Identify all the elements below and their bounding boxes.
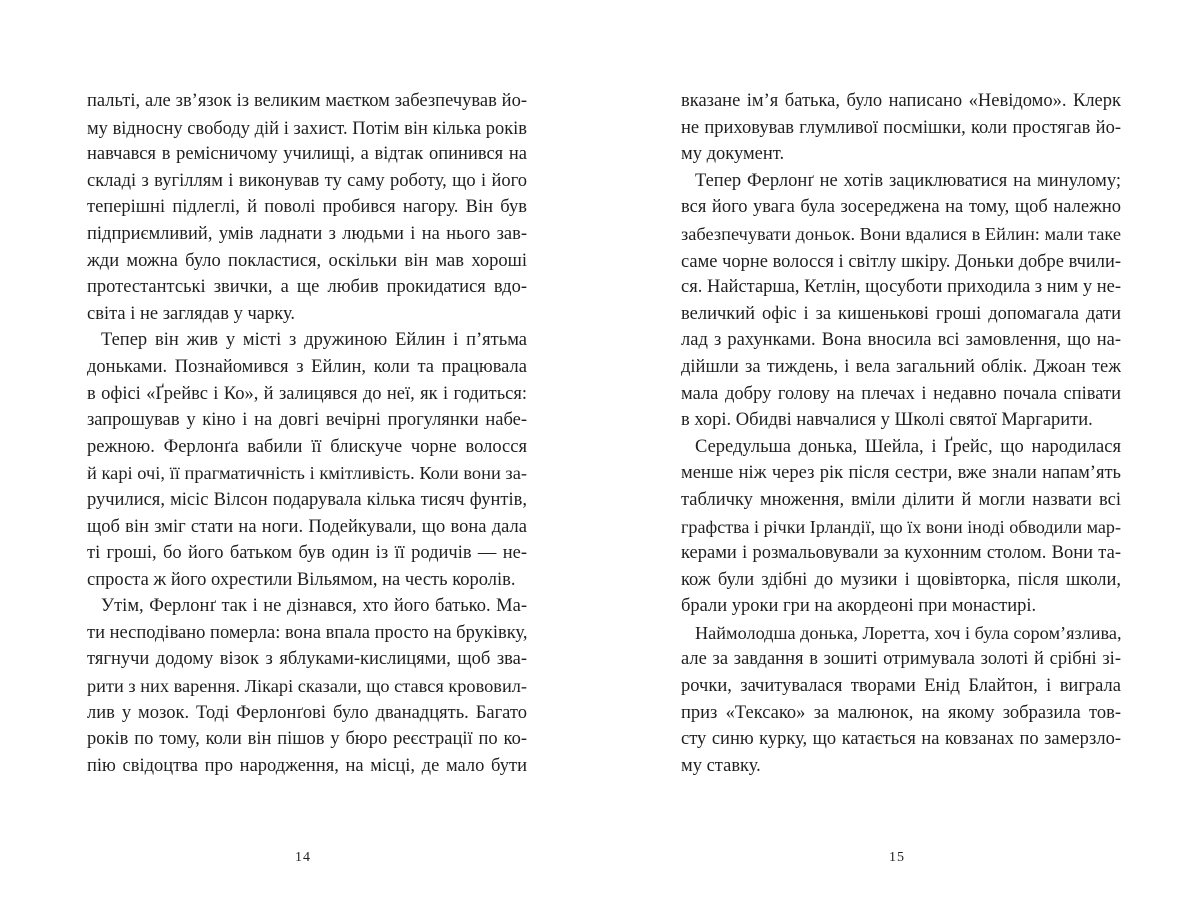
text-line: брали уроки гри на акордеоні при монастирі. bbox=[681, 596, 1037, 617]
text-line: Тепер Ферлонґ не хотів зациклюватися на минулому; bbox=[695, 170, 1121, 191]
text-line: рочки, зачитувалася творами Енід Блайтон, і виграла bbox=[681, 676, 1121, 697]
text-line: років по тому, коли він пішов у бюро реєстрації по ко- bbox=[87, 729, 527, 750]
text-line: ся. Найстарша, Кетлін, щосуботи приходила з ним у не- bbox=[681, 277, 1121, 298]
text-line: не приховував глумливої посмішки, коли простягав йо- bbox=[681, 117, 1121, 138]
text-line: величкий офіс і за кишенькові гроші допомагала дати bbox=[681, 303, 1121, 324]
text-line: підприємливий, умів ладнати з людьми і на нього зав- bbox=[87, 223, 527, 244]
text-line: саме чорне волосся і світлу шкіру. Доньки добре вчили- bbox=[681, 250, 1121, 271]
page-number: 15 bbox=[889, 850, 905, 865]
text-line: Наймолодша донька, Лоретта, хоч і була сором’язлива, bbox=[695, 622, 1122, 643]
text-line: тягнучи додому візок з яблуками-кислицями, щоб зва- bbox=[87, 649, 527, 670]
text-line: лив у мозок. Тоді Ферлонґові було дванадцять. Багато bbox=[87, 702, 527, 723]
text-line: жди можна було покластися, оскільки він мав хороші bbox=[87, 250, 527, 271]
text-line: ти несподівано померла: вона впала просто на бруківку, bbox=[87, 622, 528, 643]
text-line: спроста ж його охрестили Вільямом, на честь королів. bbox=[87, 569, 516, 590]
text-line: світа і не заглядав у чарку. bbox=[87, 303, 296, 324]
text-line: режною. Ферлонґа вабили її блискуче чорне волосся bbox=[87, 436, 527, 457]
text-line: в хорі. Обидві навчалися у Школі святої Маргарити. bbox=[681, 410, 1093, 431]
text-line: графства і річки Ірландії, що їх вони іноді обводили мар- bbox=[681, 516, 1121, 537]
text-line: рити з них варення. Лікарі сказали, що стався крововил- bbox=[87, 676, 527, 697]
text-line: вказане ім’я батька, було написано «Невідомо». Клерк bbox=[681, 91, 1121, 111]
text-line: Утім, Ферлонґ так і не дізнався, хто його батько. Ма- bbox=[101, 596, 527, 617]
text-line: му відносну свободу дій і захист. Потім він кілька років bbox=[87, 117, 527, 138]
text-line: теперішні підлеглі, й поволі пробився нагору. Він був bbox=[87, 197, 527, 218]
text-line: кож були здібні до музики і щовівторка, після школи, bbox=[681, 569, 1121, 590]
text-line: пальті, але зв’язок із великим маєтком забезпечував йо- bbox=[87, 91, 527, 111]
text-line: складі з вугіллям і виконував ту саму роботу, що і його bbox=[87, 170, 527, 191]
text-line: ручилися, місіс Вілсон подарувала кілька тисяч фунтів, bbox=[87, 489, 527, 510]
text-line: дійшли за тиждень, і вела загальний облік. Джоан теж bbox=[681, 356, 1121, 377]
text-line: й карі очі, її прагматичність і кмітливість. Коли вони за- bbox=[87, 463, 527, 484]
text-line: сту синю курку, що катається на ковзанах по замерзло- bbox=[681, 729, 1121, 750]
text-line: мала добру голову на плечах і недавно почала співати bbox=[681, 383, 1121, 404]
text-line: але за завдання в зошиті отримувала золоті й срібні зі- bbox=[681, 649, 1121, 670]
text-line: навчався в ремісничому училищі, а відтак опинився на bbox=[87, 144, 527, 165]
text-line: Тепер він жив у місті з дружиною Ейлин і п’ятьма bbox=[101, 330, 527, 351]
text-line: в офісі «Ґрейвс і Ко», й залицявся до неї, як і годиться: bbox=[87, 383, 527, 404]
text-line: менше ніж через рік після сестри, вже знали напам’ять bbox=[681, 463, 1121, 484]
text-line: табличку множення, вміли ділити й могли назвати всі bbox=[681, 489, 1121, 510]
text-line: лад з рахунками. Вона вносила всі замовлення, що на- bbox=[681, 330, 1121, 351]
page-number: 14 bbox=[295, 850, 311, 865]
text-line: керами і розмальовували за кухонним столом. Вони та- bbox=[681, 543, 1121, 564]
text-line: Середульша донька, Шейла, і Ґрейс, що народилася bbox=[695, 436, 1121, 457]
right-page-text bbox=[681, 88, 1121, 779]
text-line: му ставку. bbox=[681, 755, 761, 776]
left-page-text bbox=[87, 88, 527, 779]
text-line: забезпечувати доньок. Вони вдалися в Ейлин: мали таке bbox=[681, 223, 1121, 244]
text-line: пію свідоцтва про народження, на місці, де мало бути bbox=[87, 755, 527, 776]
text-line: вся його увага була зосереджена на тому, щоб належно bbox=[681, 197, 1121, 218]
text-line: запрошував у кіно і на довгі вечірні прогулянки набе- bbox=[87, 410, 527, 431]
text-line: му документ. bbox=[681, 144, 785, 165]
text-line: протестантські звички, а ще любив прокидатися вдо- bbox=[87, 277, 527, 298]
text-line: приз «Тексако» за малюнок, на якому зобразила тов- bbox=[681, 702, 1121, 723]
text-line: щоб він зміг стати на ноги. Подейкували, що вона дала bbox=[87, 516, 527, 537]
text-line: доньками. Познайомився з Ейлин, коли та працювала bbox=[87, 356, 527, 377]
right-page bbox=[600, 0, 1200, 923]
text-line: ті гроші, бо його батьком був один із її родичів — не- bbox=[87, 543, 527, 564]
